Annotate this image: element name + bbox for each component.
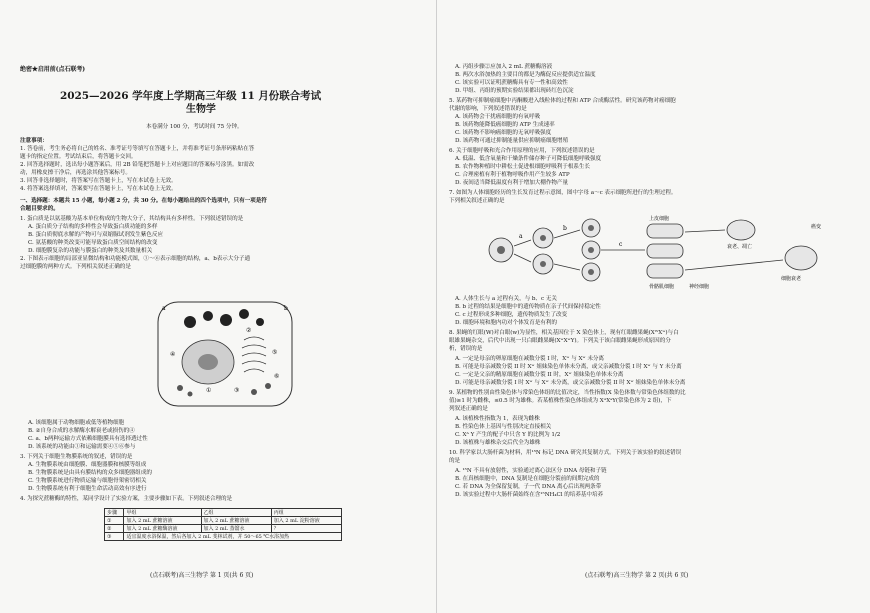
note-line: 1. 答卷前，考生务必将自己的姓名、准考证号等填写在答题卡上，并将准考证号条形码粘贴在答 <box>20 146 255 152</box>
table-header: 甲组 <box>124 509 201 517</box>
option-line: D. 生物膜系统有利于细胞生命活动高效有序进行 <box>28 486 147 492</box>
table-cell: 加入 2 mL 蔗糖酶溶液 <box>124 525 201 533</box>
option-line: B. 性染色体上基因与性别决定直接相关 <box>455 424 552 430</box>
question-line: 下列相关叙述正确的是 <box>449 198 505 204</box>
option-line: C. a、b两种运输方式依赖细胞膜具有选择透过性 <box>28 436 148 442</box>
option-line: C. 合理密植有利于植物呼吸作用产生较多 ATP <box>455 172 570 178</box>
fig-label: ④ <box>170 351 176 358</box>
option-line: D. 甲组、丙组的预期实验结果都出现砖红色沉淀 <box>455 88 574 94</box>
fig-label: ⑤ <box>272 349 278 356</box>
option-line: B. 农作物种植时中耕松土促进根细胞呼吸利于根系生长 <box>455 164 591 170</box>
notes-header: 注意事项： <box>20 138 48 144</box>
option-line: B. 两次水浴加热的主要目的都是为酶促反应提供适宜温度 <box>455 72 596 78</box>
option-line: C. Xᴬ Y 产生的配子中只含 Y 的比例为 1/2 <box>455 432 561 438</box>
option-line: A. 丙组步骤②应加入 2 mL 蔗糖酶溶液 <box>455 64 553 70</box>
question-line: 9. 某植物的性别由性染色体与常染色体组的比值决定，当性指数(X 染色体数与常染色体组数的比 <box>449 390 686 396</box>
fig-label: 衰老、凋亡 <box>727 244 753 250</box>
question-line: 过细胞膜的两种方式。下列相关叙述正确的是 <box>20 264 131 270</box>
table-cell: 加入 2 mL 蔗糖溶液 <box>124 517 201 525</box>
question-line: 8. 果蝇的红眼(W)对白眼(w)为显性，相关基因位于 X 染色体上，现有红眼雌果蝇(XᵂXʷ)与白 <box>449 330 679 336</box>
table-header: 步骤 <box>105 509 124 517</box>
fig-label: b <box>284 305 288 312</box>
option-line: C. 若 DNA 为全保留复制，子一代 DNA 离心后出现两条带 <box>455 484 602 490</box>
question-line: 5. 某药物可抑制癌细胞中丙酮酸进入线粒体的过程和 ATP 合成酶活性。研究该药物对癌细胞 <box>449 98 676 104</box>
option-line: A. 该植株性指数为 1，表现为雌株 <box>455 416 540 422</box>
table-header: 乙组 <box>201 509 271 517</box>
option-line: A. 一定是母亲的卵原细胞在减数分裂 I 时，Xʷ 与 Xʷ 未分离 <box>455 356 604 362</box>
fig-label: ② <box>246 327 252 334</box>
fig-label: c <box>619 241 623 248</box>
section-header: 一、选择题：本题共 15 小题，每小题 2 分，共 30 分。在每小题给出的四个选项中，只有一项是符 <box>20 198 267 204</box>
cell-development-figure <box>481 208 851 292</box>
option-line: A. 低温、低含氧量和干燥条件储存种子可降低细胞呼吸强度 <box>455 156 602 162</box>
option-line: C. c 过程形成多种细胞，遗传物质发生了改变 <box>455 312 568 318</box>
question-line: 代谢的影响，下列叙述错误的是 <box>449 106 527 112</box>
fig-label: 上皮细胞 <box>649 216 670 222</box>
fig-label: 癌变 <box>811 224 822 230</box>
option-line: A. 生物膜系统由细胞膜、细胞器膜和核膜等组成 <box>28 462 147 468</box>
section-header: 合题目要求的。 <box>20 206 59 212</box>
table-header-row <box>105 509 342 517</box>
secret-label: 绝密★启用前(点石联考) <box>20 66 86 73</box>
table-row <box>105 517 342 525</box>
option-line: D. 细胞膜复杂的功能与膜蛋白的种类及其数量相关 <box>28 248 153 254</box>
table-row <box>105 525 342 533</box>
option-line: C. 氨基酸的种类改变可能导致蛋白质空间结构的改变 <box>28 240 158 246</box>
option-line: B. 在真核细胞中，DNA 复制是在细胞分裂前的间期完成的 <box>455 476 600 482</box>
page-footer: (点石联考)高三生物学 第 2 页(共 6 页) <box>585 572 689 579</box>
option-line: A. ¹⁵N 不具有放射性，实验通过离心法区分 DNA 母链和子链 <box>455 468 607 474</box>
option-line: D. 夜间适当降低温度有利于增加大棚作物产量 <box>455 180 569 186</box>
table-cell: ③ <box>105 533 124 541</box>
fig-label: a <box>519 233 523 240</box>
right-page <box>436 0 870 613</box>
fig-label: 神经细胞 <box>689 284 710 290</box>
option-line: B. 该药物能降低癌细胞的 ATP 生成速率 <box>455 122 555 128</box>
table-cell: ？ <box>271 525 341 533</box>
question-line: 列叙述正确的是 <box>449 406 488 412</box>
table-cell: 适宜温度水浴保温，然后各加入 2 mL 斐林试剂，并 50～65 ℃水浴加热 <box>124 533 342 541</box>
option-line: B. 可能是母亲减数分裂 II 时 Xʷ 姐妹染色单体未分离，或父亲减数分裂 I 时 Xʷ 与 Y 未分离 <box>455 364 682 370</box>
option-line: A. 人体生长与 a 过程有关，与 b、c 无关 <box>455 296 557 302</box>
question-line: 7. 如图为人体细胞经历的生长发育过程示意图，图中字母 a～c 表示细胞所进行的生理过程。 <box>449 190 677 196</box>
option-line: C. 一定是父亲的精原细胞在减数分裂 II 时，Xʷ 姐妹染色单体未分离 <box>455 372 624 378</box>
question-line: 6. 关于细胞呼吸和光合作用原理的应用，下列叙述错误的是 <box>449 148 595 154</box>
note-line: 动，用橡皮擦干净后，再选涂其他答案标号。 <box>20 170 131 176</box>
option-line: D. 该药物可通过抑制能量供应抑制癌细胞增殖 <box>455 138 569 144</box>
option-line: D. 该植株与雄株杂交后代全为雄株 <box>455 440 541 446</box>
table-row <box>105 533 342 541</box>
option-line: C. 该实验可以证明蔗糖酶具有专一性和高效性 <box>455 80 568 86</box>
fig-label: 细胞衰老 <box>781 276 802 282</box>
fig-label: ③ <box>234 387 240 394</box>
table-cell: ① <box>105 517 124 525</box>
option-line: C. 生物膜系统进行物质运输与细胞骨架密切相关 <box>28 478 147 484</box>
option-line: D. 该实验过程中大肠杆菌始终在含¹⁵NH₄Cl 的培养基中培养 <box>455 492 604 498</box>
fig-label: a <box>162 305 166 312</box>
table-header: 丙组 <box>271 509 341 517</box>
question-line: 2. 下图表示细胞的局部亚显微结构和功能模式图，①～⑥表示细胞的结构，a、b表示大分子通 <box>20 256 250 262</box>
question-line: 10. 科学家以大肠杆菌为材料，用¹⁵N 标记 DNA 研究其复制方式。下列关于该实验的叙述错误 <box>449 450 682 456</box>
fig-label: ① <box>206 387 212 394</box>
question-line: 4. 为探究蔗糖酶的特性，某同学设计了实验方案，主要步骤如下表。下列叙述合理的是 <box>20 496 233 502</box>
exam-title: 2025—2026 学年度上学期高三年级 11 月份联合考试 <box>60 90 322 102</box>
option-line: D. 该系统的功能由①和运输需要④⑤⑥参与 <box>28 444 136 450</box>
option-line: B. ②自身合成的水解酶水解衰老或损伤的④ <box>28 428 135 434</box>
fig-label: b <box>563 225 567 232</box>
note-line: 4. 将答案选择填对，答案要写在答题卡上，写在本试卷上无效。 <box>20 186 177 192</box>
option-line: B. 生物膜系统是由具有膜结构的众多细胞器组成的 <box>28 470 152 476</box>
subject-title: 生物学 <box>186 104 216 115</box>
option-line: A. 该药物会干扰癌细胞的有氧呼吸 <box>455 114 541 120</box>
question-line: 3. 下列关于细胞生物膜系统的叙述，错误的是 <box>20 454 133 460</box>
option-line: A. 蛋白质分子结构的多样性会导致蛋白质功能的多样 <box>28 224 158 230</box>
exam-info: 本卷满分 100 分，考试时间 75 分钟。 <box>146 124 243 130</box>
option-line: B. 蛋白质彻底水解的产物可与双缩脲试剂发生紫色反应 <box>28 232 164 238</box>
option-line: B. b 过程的结果是细胞中的遗传物质在亲子代间保持稳定性 <box>455 304 601 310</box>
page-footer: (点石联考)高三生物学 第 1 页(共 6 页) <box>150 572 254 579</box>
question-line: 的是 <box>449 458 461 464</box>
experiment-table <box>104 508 342 541</box>
fig-label: 骨骼肌细胞 <box>649 284 675 290</box>
note-line: 题卡的指定位置。考试结束后，将答题卡交回。 <box>20 154 137 160</box>
fig-label: ⑥ <box>274 373 280 380</box>
table-cell: ② <box>105 525 124 533</box>
cell-structure-figure <box>150 296 300 412</box>
note-line: 3. 回答非选择题时，将答案写在答题卡上，写在本试卷上无效。 <box>20 178 177 184</box>
option-line: D. 可能是母亲减数分裂 I 时 Xʷ 与 Xʷ 未分离，或父亲减数分裂 II 时 Xʷ 姐妹染色单体未分离 <box>455 380 686 386</box>
question-line: 1. 蛋白质是以氨基酸为基本单位构成的生物大分子，其结构具有多样性。下列叙述错误的是 <box>20 216 244 222</box>
table-cell: 加入 2 mL 蒸馏水 <box>201 525 271 533</box>
note-line: 2. 回答选择题时，选出每小题答案后，用 2B 铅笔把答题卡上对应题目的答案标号涂黑。如需改 <box>20 162 255 168</box>
option-line: D. 细胞环境和胞内功对个体发育是有利的 <box>455 320 557 326</box>
question-line: 值)≥1 时为雌株，≤0.5 时为雄株。若某植株性染色体组成为 XᴬXᵃY(常染色体为 2 组)，下 <box>449 398 672 404</box>
question-line: 析，错误的是 <box>449 346 483 352</box>
option-line: A. 该细胞属于动物细胞或低等植物细胞 <box>28 420 125 426</box>
option-line: C. 该药物不影响癌细胞的无氧呼吸强度 <box>455 130 552 136</box>
question-line: 眼雄果蝇杂交，后代中出现一只白眼雌果蝇(XʷXʷY)。下列关于该白眼雌果蝇形成原因的分 <box>449 338 671 344</box>
table-cell: 加入 2 mL 蔗糖溶液 <box>201 517 271 525</box>
table-cell: 加入 2 mL 淀粉溶液 <box>271 517 341 525</box>
